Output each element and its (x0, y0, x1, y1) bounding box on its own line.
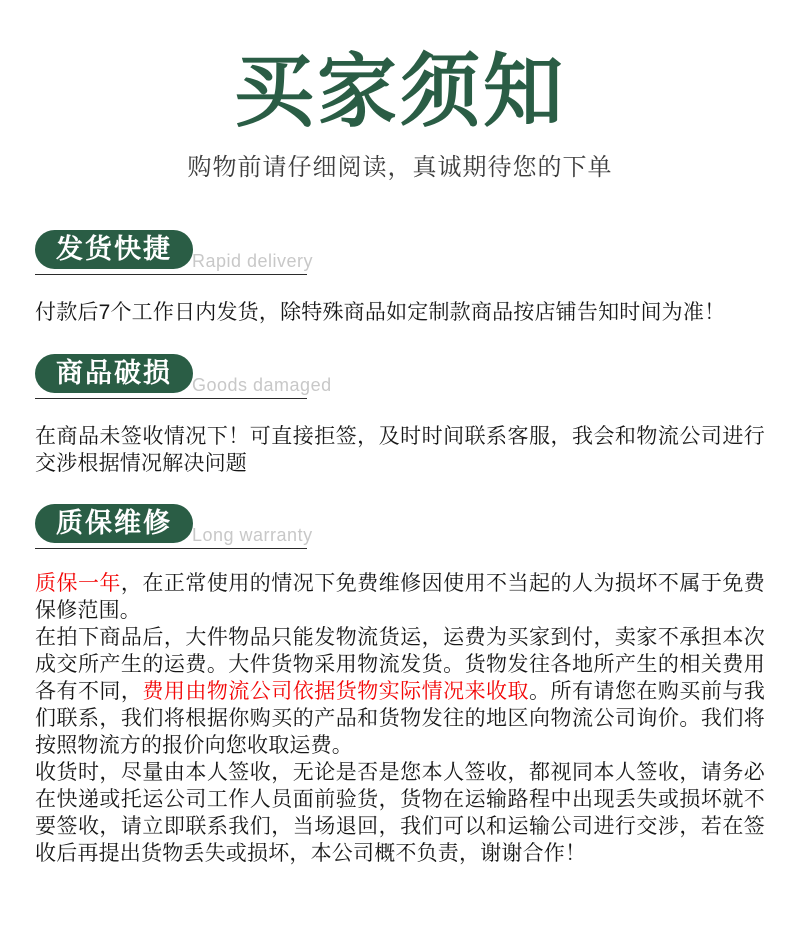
shipping-badge-english-label: Rapid delivery (192, 251, 314, 271)
highlighted-text: 费用由物流公司依据货物实际情况来收取 (142, 680, 530, 703)
page-title: 买家须知 (234, 47, 566, 136)
section-underline (35, 548, 307, 549)
plain-text: 在拍下商品后，大件物品只能发物流货运，运费为买家到付，卖家不承担本次成交所产生的运费。大件货物采用物流发货。货物发往各地所产生的相关费用各有不同， (35, 626, 765, 703)
notice-paragraph (35, 570, 765, 624)
plain-text: 在商品未签收情况下！可直接拒签，及时时间联系客服，我会和物流公司进行交涉根据情况解决问题 (35, 425, 765, 475)
plain-text: 付款后7个工作日内发货，除特殊商品如定制款商品按店铺告知时间为准！ (35, 301, 726, 324)
warranty-section-text (35, 570, 765, 867)
damage-badge-english-label: Goods damaged (192, 375, 332, 395)
warranty-badge-english-label: Long warranty (192, 525, 313, 545)
notice-paragraph (35, 624, 765, 759)
damage-section-text (35, 423, 765, 477)
notice-paragraph (35, 423, 765, 477)
damage-badge: 商品破损 (35, 354, 193, 393)
section-header-damage (35, 354, 765, 399)
highlighted-text: 质保一年 (35, 572, 121, 595)
section-underline (35, 274, 307, 275)
notice-paragraph (35, 299, 765, 326)
plain-text: 。所有请您在购买前与我们联系，我们将根据你购买的产品和货物发往的地区向物流公司询价。我们将按照物流方的报价向您收取运费。 (35, 680, 766, 757)
page-subtitle: 购物前请仔细阅读，真诚期待您的下单 (187, 154, 613, 181)
plain-text: 收货时，尽量由本人签收，无论是否是您本人签收，都视同本人签收，请务必在快递或托运公司工作人员面前验货，货物在运输路程中出现丢失或损坏就不要签收，请立即联系我们，当场退回，我们可以和运输公司进行交涉，若在签收后再提出货物丢失或损坏，本公司概不负责，谢谢合作！ (35, 761, 765, 865)
page-header (0, 0, 800, 182)
shipping-section-text (35, 299, 765, 326)
notice-content (35, 230, 765, 867)
shipping-badge: 发货快捷 (35, 230, 193, 269)
section-header-shipping (35, 230, 765, 275)
warranty-badge: 质保维修 (35, 504, 193, 543)
section-underline (35, 398, 307, 399)
section-header-warranty (35, 504, 765, 549)
notice-paragraph (35, 759, 765, 867)
plain-text: ，在正常使用的情况下免费维修因使用不当起的人为损坏不属于免费保修范围。 (35, 572, 765, 622)
